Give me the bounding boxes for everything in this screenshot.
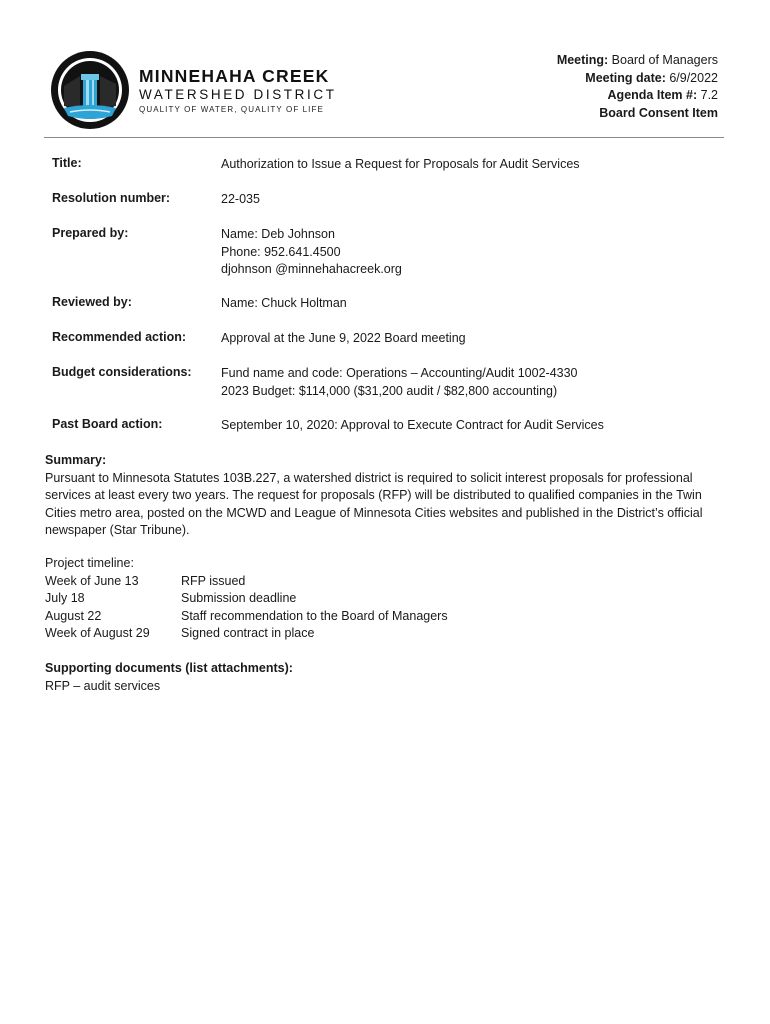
org-subtitle: WATERSHED DISTRICT — [139, 87, 337, 102]
resolution-label: Resolution number: — [52, 191, 171, 205]
budget-line-2: 2023 Budget: $114,000 ($31,200 audit / $82,800 accounting) — [221, 383, 558, 398]
past-action-value: September 10, 2020: Approval to Execute Contract for Audit Services — [221, 418, 604, 432]
timeline-date: Week of June 13 — [45, 573, 139, 588]
timeline-heading: Project timeline: — [45, 556, 134, 570]
resolution-value: 22-035 — [221, 192, 260, 206]
recommended-value: Approval at the June 9, 2022 Board meeting — [221, 331, 466, 345]
project-timeline — [45, 555, 448, 643]
prepared-email: djohnson @minnehahacreek.org — [221, 262, 402, 276]
supporting-heading: Supporting documents (list attachments): — [45, 661, 293, 675]
timeline-event: Submission deadline — [181, 591, 297, 605]
supporting-item: RFP – audit services — [45, 678, 161, 693]
title-label: Title: — [52, 156, 82, 170]
timeline-event: Signed contract in place — [181, 626, 315, 640]
timeline-row — [45, 590, 448, 608]
prepared-label: Prepared by: — [52, 226, 129, 240]
timeline-row — [45, 573, 448, 591]
watershed-district-logo — [50, 50, 130, 130]
meeting-line — [557, 52, 718, 70]
summary-heading: Summary: — [45, 453, 107, 467]
agenda-item-value: 7.2 — [697, 88, 718, 102]
meeting-date-value: 6/9/2022 — [665, 70, 718, 85]
meeting-value: Board of Managers — [608, 53, 718, 67]
reviewed-label: Reviewed by: — [52, 295, 132, 309]
summary-body: Pursuant to Minnesota Statutes 103B.227, a watershed district is required to solicit interest proposals for professional services at least every two years. The request for proposals (RFP) will be distributed to qualified companies in the Twin Cities metro area, posted on the MCWD and League of Minnesota Cities websites and published in the District’s official newspaper (Star Tribune). — [45, 470, 703, 537]
header-divider — [44, 137, 724, 138]
reviewed-value: Name: Chuck Holtman — [221, 296, 347, 310]
summary-section — [45, 452, 725, 540]
budget-label: Budget considerations: — [52, 365, 192, 379]
meeting-label: Meeting: — [556, 53, 609, 67]
meeting-date-label: Meeting date: — [585, 70, 666, 85]
title-value: Authorization to Issue a Request for Proposals for Audit Services — [221, 157, 580, 171]
timeline-date: Week of August 29 — [45, 626, 150, 640]
org-tagline: QUALITY OF WATER, QUALITY OF LIFE — [139, 105, 324, 114]
timeline-event: RFP issued — [181, 573, 246, 588]
agenda-item-label: Agenda Item #: — [607, 88, 698, 102]
timeline-event: Staff recommendation to the Board of Managers — [181, 608, 448, 623]
timeline-row — [45, 608, 448, 626]
timeline-row — [45, 625, 448, 643]
prepared-name: Name: Deb Johnson — [221, 227, 335, 241]
supporting-documents — [45, 660, 293, 695]
timeline-date: August 22 — [45, 608, 102, 623]
budget-value — [221, 365, 578, 400]
meeting-info — [557, 52, 718, 122]
recommended-label: Recommended action: — [52, 330, 187, 344]
meeting-date-line — [557, 70, 718, 88]
past-action-label: Past Board action: — [52, 417, 163, 431]
consent-label: Board Consent Item — [599, 105, 718, 120]
org-name: MINNEHAHA CREEK — [139, 66, 330, 86]
prepared-value — [221, 226, 402, 279]
timeline-date: July 18 — [45, 591, 85, 605]
budget-line-1: Fund name and code: Operations – Accounting/Audit 1002-4330 — [221, 366, 578, 380]
prepared-phone: Phone: 952.641.4500 — [221, 244, 341, 259]
agenda-item-line — [557, 87, 718, 105]
